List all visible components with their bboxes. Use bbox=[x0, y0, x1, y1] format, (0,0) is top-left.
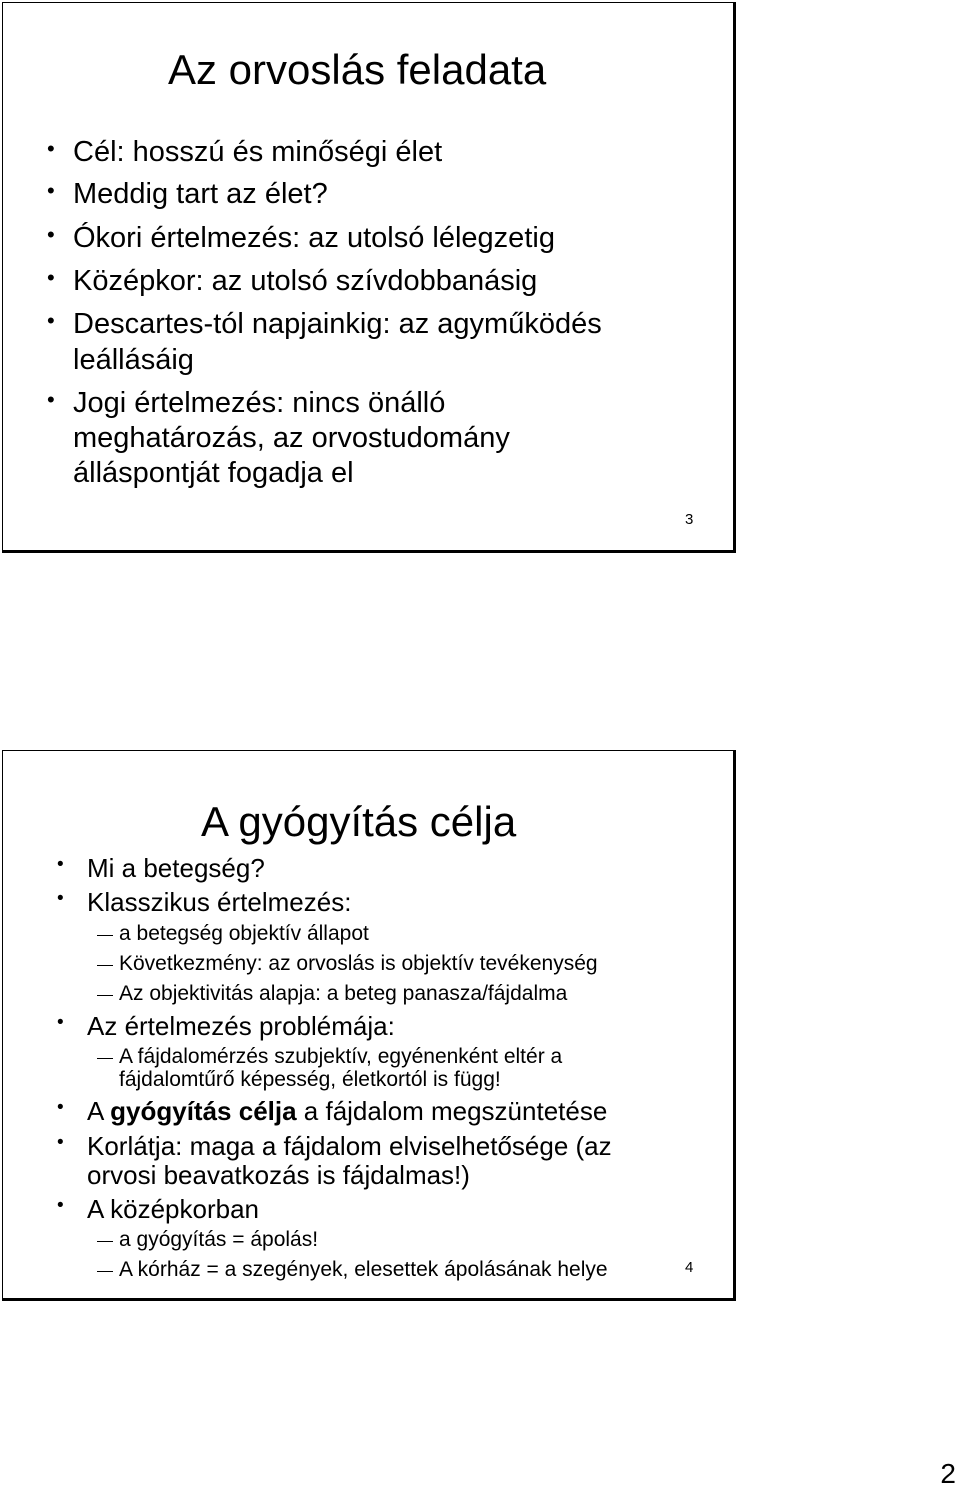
bullet-continuation: meghatározás, az orvostudomány bbox=[73, 422, 510, 454]
bullet-item: • Jogi értelmezés: nincs önálló bbox=[47, 387, 446, 419]
sub-item: a betegség objektív állapot bbox=[119, 923, 369, 945]
bullet-item: • Meddig tart az élet? bbox=[47, 178, 328, 210]
bullet-item: • Descartes-tól napjainkig: az agyműködés bbox=[47, 308, 602, 340]
bullet-item: • Klasszikus értelmezés: bbox=[57, 887, 352, 917]
bullet-item: • Az értelmezés problémája: bbox=[57, 1011, 395, 1041]
sub-item: Az objektivitás alapja: a beteg panasza/fájdalma bbox=[119, 983, 567, 1005]
bullet-item: • Korlátja: maga a fájdalom elviselhetősége (az bbox=[57, 1131, 612, 1161]
page-number: 2 bbox=[940, 1458, 956, 1489]
sub-item: A fájdalomérzés szubjektív, egyénenként eltér a bbox=[119, 1046, 562, 1068]
bullet-item: • Cél: hosszú és minőségi élet bbox=[47, 136, 443, 168]
emphasis: gyógyítás célja bbox=[110, 1096, 297, 1126]
slide-number: 3 bbox=[685, 511, 694, 528]
bullet-item: • Középkor: az utolsó szívdobbanásig bbox=[47, 265, 538, 297]
slide-title: Az orvoslás feladata bbox=[168, 46, 547, 93]
bullet-item: • A gyógyítás célja a fájdalom megszüntetése bbox=[57, 1096, 608, 1126]
bullet-continuation: álláspontját fogadja el bbox=[73, 457, 354, 489]
bullet-continuation: leállásáig bbox=[73, 344, 194, 376]
sub-item: Következmény: az orvoslás is objektív tevékenység bbox=[119, 953, 598, 975]
bullet-continuation: orvosi beavatkozás is fájdalmas!) bbox=[87, 1160, 470, 1190]
slide-4 bbox=[2, 750, 736, 1301]
slide-number: 4 bbox=[685, 1259, 694, 1276]
sub-item-continuation: fájdalomtűrő képesség, életkortól is függ! bbox=[119, 1068, 501, 1091]
bullet-item: • Ókori értelmezés: az utolsó lélegzetig bbox=[47, 222, 555, 254]
bullet-item: • Mi a betegség? bbox=[57, 853, 265, 883]
sub-item: A kórház = a szegények, elesettek ápolásának helye bbox=[119, 1259, 608, 1281]
slide-title: A gyógyítás célja bbox=[201, 798, 517, 845]
slide-3 bbox=[2, 2, 736, 553]
sub-item: a gyógyítás = ápolás! bbox=[119, 1229, 318, 1251]
bullet-item: • A középkorban bbox=[57, 1194, 260, 1224]
